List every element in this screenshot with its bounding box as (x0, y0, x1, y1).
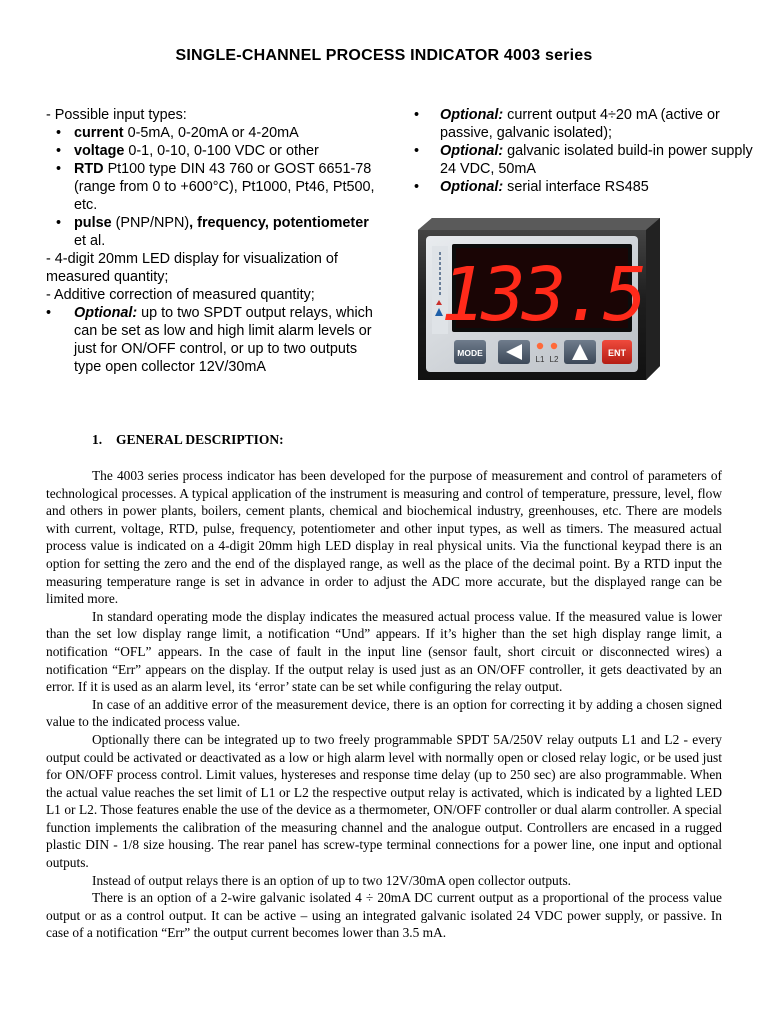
led-l2-label: L2 (549, 355, 559, 364)
body-text (46, 467, 722, 942)
input-type-desc: 0-5mA, 0-20mA or 4-20mA (123, 125, 299, 141)
list-item (46, 160, 376, 214)
section-title: GENERAL DESCRIPTION: (116, 432, 284, 447)
section-heading (92, 432, 284, 448)
list-item (46, 142, 376, 160)
optional-desc: up to two SPDT output relays, which can be set as low and high limit alarm levels or just for ON/OFF control, or up to two outputs type open collector 12V/30mA (74, 305, 373, 375)
led-l1-label: L1 (535, 355, 545, 364)
list-item (46, 214, 376, 250)
bullet-icon: • (56, 125, 62, 141)
optional-label: Optional: (440, 107, 504, 123)
paragraph: Optionally there can be integrated up to two freely programmable SPDT 5A/250V relay outputs L1 and L2 - every output could be activated or deactivated as a low or high alarm level with normally open or closed relay logic, or be used just for ON/OFF process control. Limit values, hystereses and response time delay (up to 250 sec) are also programmable. When the actual value reaches the set limit of L1 or L2 the respective output relay is activated, which is indicated by a lighted LED L1 or L2. Those features enable the use of the device as a thermometer, ON/OFF controller or dual alarm controller. A special function implements the calibration of the measuring channel and the analogue output. Controllers are encased in a rugged plastic DIN - 1/8 size housing. The rear panel has screw-type terminal connections for a power line, one input and optional outputs. (46, 731, 722, 871)
led-l1-icon (537, 343, 543, 349)
input-type-name: current (74, 125, 124, 141)
bullet-icon: • (56, 161, 62, 177)
input-types-intro: - Possible input types: (46, 107, 187, 123)
input-type-desc: et al. (74, 233, 106, 249)
mode-button-label: MODE (457, 348, 483, 358)
bullet-icon: • (414, 107, 420, 123)
input-type-desc: (PNP/NPN) (111, 215, 190, 231)
optional-label: Optional: (440, 179, 504, 195)
optional-label: Optional: (440, 143, 504, 159)
input-types-list (46, 124, 376, 250)
bullet-icon: • (414, 179, 420, 195)
display-feature: - 4-digit 20mm LED display for visualization of measured quantity; (46, 251, 338, 285)
bullet-icon: • (56, 143, 62, 159)
list-item (414, 142, 764, 178)
input-type-name: , frequency, potentiometer (189, 215, 369, 231)
paragraph: Instead of output relays there is an option of up to two 12V/30mA open collector outputs. (92, 872, 572, 888)
list-item (46, 304, 376, 376)
correction-feature: - Additive correction of measured quantity; (46, 287, 315, 303)
input-type-desc: Pt100 type DIN 43 760 or GOST 6651-78 (range from 0 to +600°C), Pt1000, Pt46, Pt500, etc. (74, 161, 375, 213)
device-photo (414, 216, 664, 382)
optional-label: Optional: (74, 305, 138, 321)
paragraph: There is an option of a 2-wire galvanic isolated 4 ÷ 20mA DC current output as a proportional of the process value output or as a control output. It can be active – using an integrated galvanic isolated 24 VDC power supply, or passive. In case of a notification “Err” the output current becomes lower than 3.5 mA. (46, 890, 722, 941)
optional-desc: current output 4÷20 mA (active or passive, galvanic isolated); (440, 107, 720, 141)
bullet-icon: • (56, 215, 62, 231)
features-left (46, 106, 376, 376)
display-readout: 133.5 (440, 252, 644, 338)
list-item (46, 124, 376, 142)
optional-desc: serial interface RS485 (503, 179, 649, 195)
bullet-icon: • (46, 305, 52, 321)
input-type-name: voltage (74, 143, 125, 159)
input-type-name: RTD (74, 161, 104, 177)
bullet-icon: • (414, 143, 420, 159)
list-item (414, 106, 764, 142)
optional-features-list (414, 106, 764, 196)
input-type-desc: 0-1, 0-10, 0-100 VDC or other (124, 143, 319, 159)
paragraph: In case of an additive error of the measurement device, there is an option for correcting it by adding a chosen signed value to the indicated process value. (46, 696, 722, 730)
input-type-name: pulse (74, 215, 112, 231)
section-number: 1. (92, 432, 103, 447)
paragraph: In standard operating mode the display indicates the measured actual process value. If the measured value is lower than the set low display range limit, a notification “Und” appears. If it’s higher than the set high display range limit, a notification “OFL” appears. In the case of fault in the input line (sensor fault, short circuit or disconnected wires) a notification “Err” appears on the display. If the output relay is used just as an ON/OFF controller, it gets deactivated by an error. If it is used as an alarm level, its ‘error’ state can be set while configuring the relay output. (46, 608, 722, 695)
ent-button-label: ENT (608, 348, 626, 358)
list-item (414, 178, 764, 196)
paragraph: The 4003 series process indicator has been developed for the purpose of measurement and control of parameters of technological processes. A typical application of the instrument is measuring and control of temperature, pressure, level, flow and others in power plants, boilers, cement plants, chemical and biochemical industry, greenhouses, etc. There are models with current, voltage, RTD, pulse, frequency, potentiometer and other input types, as well as timers. The measured actual process value is indicated on a 4-digit 20mm high LED display in real physical units. Via the functional keypad there is an option for setting the zero and the end of the displayed range, as well as the place of the decimal point. By a RTD input the measuring temperature range is set in advance in order to adjust the ADC more accurate, but the displayed range can be limited more. (46, 468, 722, 607)
features-right (414, 106, 764, 196)
optional-desc: galvanic isolated build-in power supply 24 VDC, 50mA (440, 143, 753, 177)
document-title: SINGLE-CHANNEL PROCESS INDICATOR 4003 series (175, 47, 593, 64)
relay-option-list (46, 304, 376, 376)
led-l2-icon (551, 343, 557, 349)
